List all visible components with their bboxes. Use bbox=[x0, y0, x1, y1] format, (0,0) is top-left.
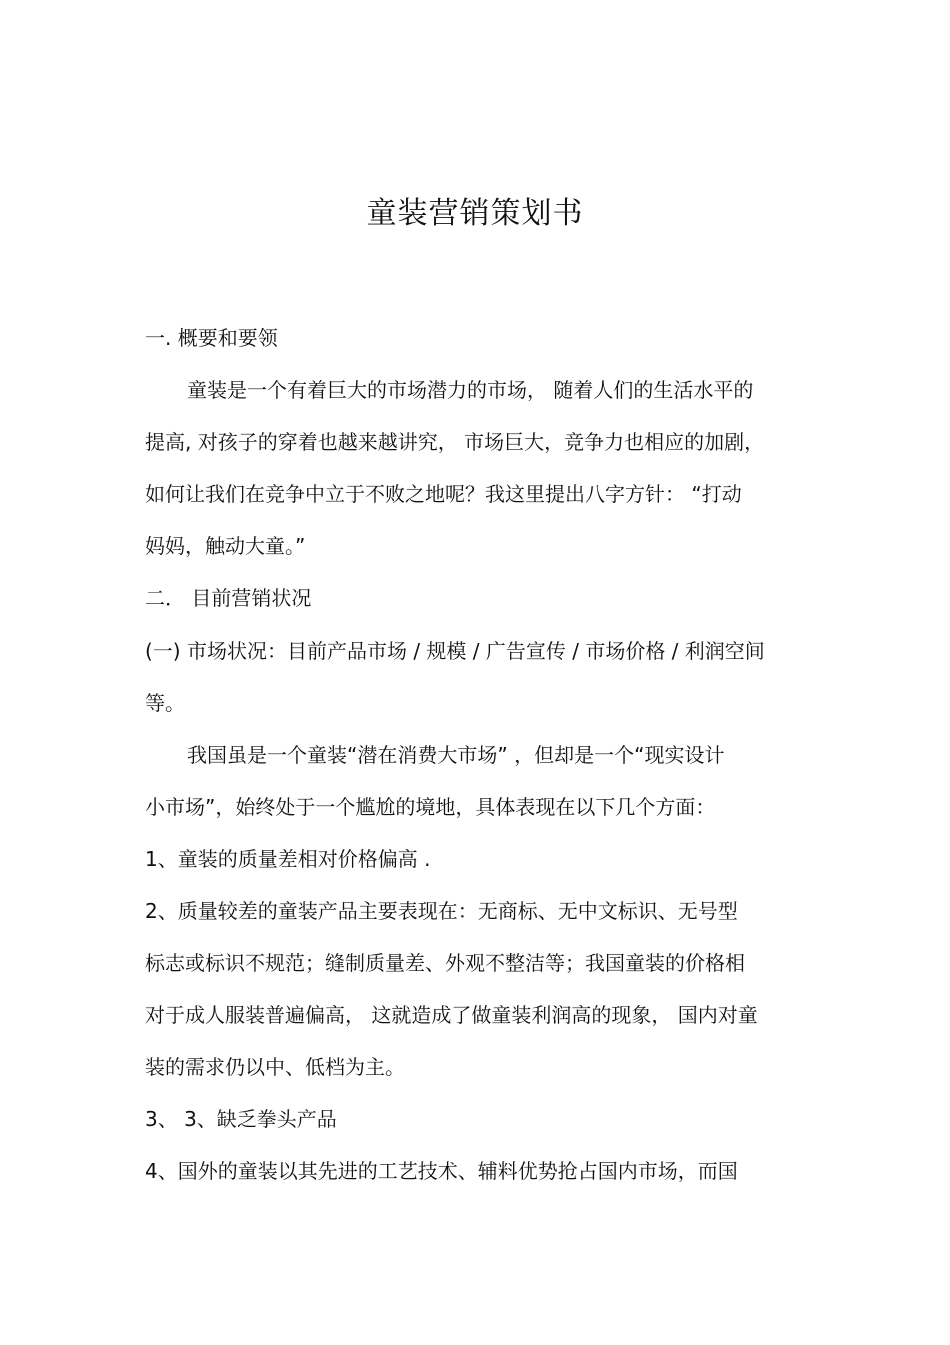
paragraph-line: 等。 bbox=[145, 691, 185, 715]
list-item-3: 3、 3、缺乏拳头产品 bbox=[145, 1107, 337, 1131]
section-heading-overview: 一. 概要和要领 bbox=[145, 326, 278, 350]
section-heading-marketing-status: 二． 目前营销状况 bbox=[145, 586, 312, 610]
document-title: 童装营销策划书 bbox=[366, 196, 584, 231]
list-item-2: 2、质量较差的童装产品主要表现在：无商标、无中文标识、无号型 bbox=[145, 899, 738, 923]
paragraph-line: 童装是一个有着巨大的市场潜力的市场， 随着人们的生活水平的 bbox=[187, 378, 754, 402]
paragraph-line: 小市场”，始终处于一个尴尬的境地，具体表现在以下几个方面： bbox=[145, 795, 716, 819]
paragraph-line: 对于成人服装普遍偏高， 这就造成了做童装利润高的现象， 国内对童 bbox=[145, 1003, 758, 1027]
paragraph-line: 如何让我们在竞争中立于不败之地呢？我这里提出八字方针： “打动 bbox=[145, 482, 742, 506]
paragraph-line: 我国虽是一个童装“潜在消费大市场” ，但却是一个“现实设计 bbox=[187, 743, 725, 767]
list-item-1: 1、童装的质量差相对价格偏高 . bbox=[145, 847, 431, 871]
paragraph-line: 装的需求仍以中、低档为主。 bbox=[145, 1055, 405, 1079]
list-item-4: 4、国外的童装以其先进的工艺技术、辅料优势抢占国内市场，而国 bbox=[145, 1159, 738, 1183]
subsection-heading-market-status: (一) 市场状况：目前产品市场 / 规模 / 广告宣传 / 市场价格 / 利润空间 bbox=[145, 639, 765, 663]
paragraph-line: 提高, 对孩子的穿着也越来越讲究， 市场巨大，竞争力也相应的加剧， bbox=[145, 430, 765, 454]
paragraph-line: 妈妈，触动大童。” bbox=[145, 534, 306, 558]
paragraph-line: 标志或标识不规范；缝制质量差、外观不整洁等；我国童装的价格相 bbox=[145, 951, 745, 975]
